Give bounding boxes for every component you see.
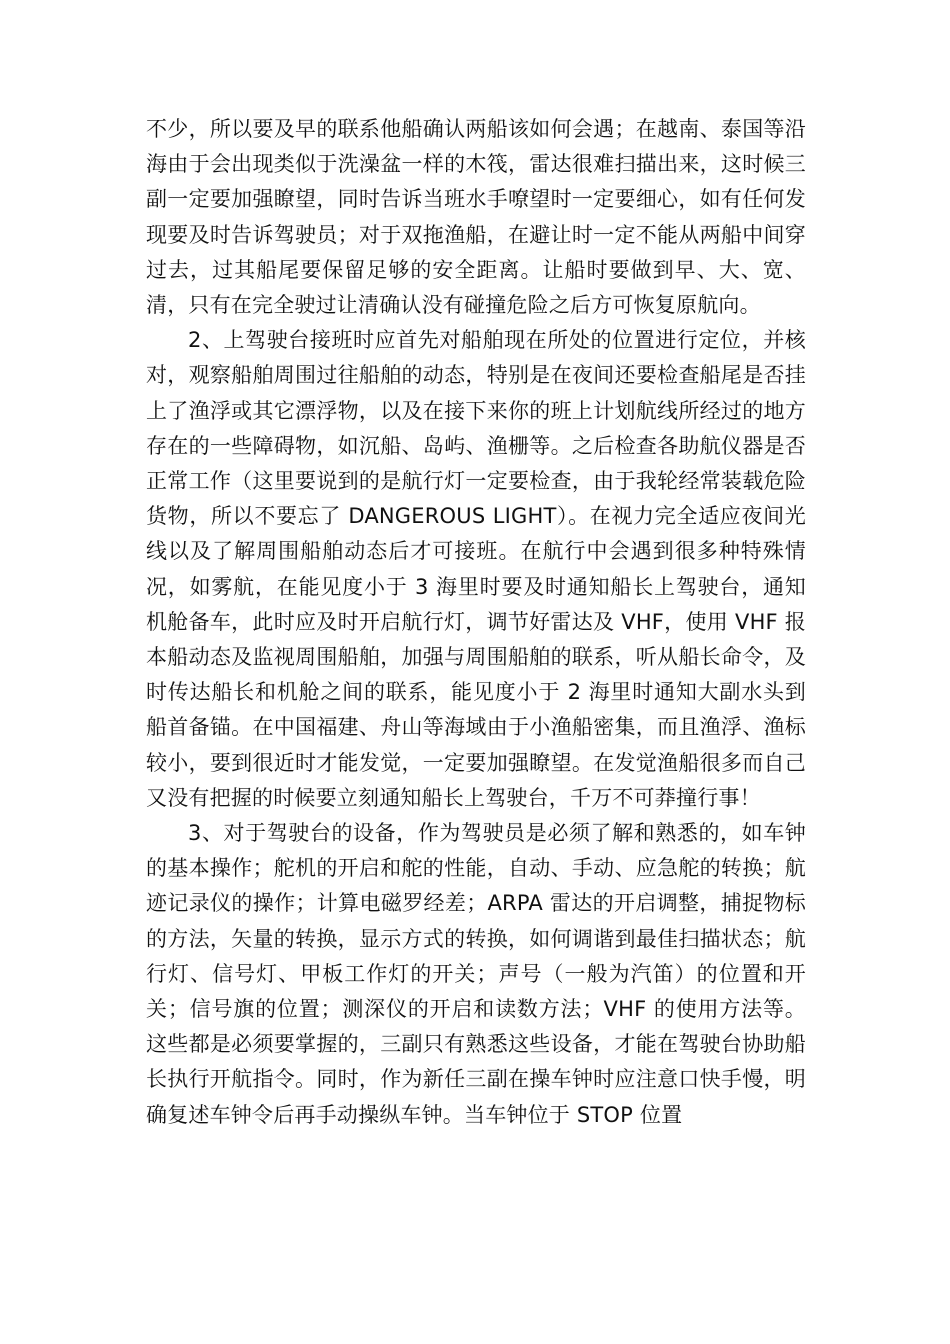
document-body	[146, 112, 806, 1133]
paragraph-continuation: 不少，所以要及早的联系他船确认两船该如何会遇；在越南、泰国等沿海由于会出现类似于洗澡盆一样的木筏，雷达很难扫描出来，这时候三副一定要加强瞭望，同时告诉当班水手嘹望时一定要细心，如有任何发现要及时告诉驾驶员；对于双拖渔船，在避让时一定不能从两船中间穿过去，过其船尾要保留足够的安全距离。让船时要做到早、大、宽、清，只有在完全驶过让清确认没有碰撞危险之后方可恢复原航向。	[146, 117, 806, 318]
paragraph-3-bridge-equipment: 3、对于驾驶台的设备，作为驾驶员是必须了解和熟悉的，如车钟的基本操作；舵机的开启和舵的性能，自动、手动、应急舵的转换；航迹记录仪的操作；计算电磁罗经差；ARPA 雷达的开启调整，捕捉物标的方法，矢量的转换，显示方式的转换，如何调谐到最佳扫描状态；航行灯、信号灯、甲板工作灯的开关；声号（一般为汽笛）的位置和开关；信号旗的位置；测深仪的开启和读数方法；VHF 的使用方法等。这些都是必须要掌握的，三副只有熟悉这些设备，才能在驾驶台协助船长执行开航指令。同时，作为新任三副在操车钟时应注意口快手慢，明确复述车钟令后再手动操纵车钟。当车钟位于 STOP 位置	[146, 821, 806, 1127]
paragraph-2-watch-handover: 2、上驾驶台接班时应首先对船舶现在所处的位置进行定位，并核对，观察船舶周围过往船舶的动态，特别是在夜间还要检查船尾是否挂上了渔浮或其它漂浮物，以及在接下来你的班上计划航线所经过的地方存在的一些障碍物，如沉船、岛屿、渔栅等。之后检查各助航仪器是否正常工作（这里要说到的是航行灯一定要检查，由于我轮经常装载危险货物，所以不要忘了 DANGEROUS LIGHT）。在视力完全适应夜间光线以及了解周围船舶动态后才可接班。在航行中会遇到很多种特殊情况，如雾航，在能见度小于 3 海里时要及时通知船长上驾驶台，通知机舱备车，此时应及时开启航行灯，调节好雷达及 VHF，使用 VHF 报本船动态及监视周围船舶，加强与周围船舶的联系，听从船长命令，及时传达船长和机舱之间的联系，能见度小于 2 海里时通知大副水头到船首备锚。在中国福建、舟山等海域由于小渔船密集，而且渔浮、渔标较小，要到很近时才能发觉，一定要加强瞭望。在发觉渔船很多而自己又没有把握的时候要立刻通知船长上驾驶台，千万不可莽撞行事！	[146, 328, 806, 810]
